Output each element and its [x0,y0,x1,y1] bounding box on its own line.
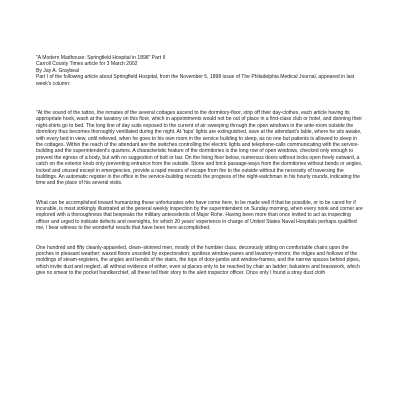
body-paragraph: One hundred and fifty cleanly-appareled, clean–skinned men, mostly of the humbler class, decorously sitting on comfortable chairs upon the porches in pleasant weather; waxed floors unsoiled by expectoration; spotless window-panes and lavatory-mirrors; the ridges and hollows of the moldings of steam-registers, the angles and bends of the stairs, the tops of door-jambs and window-frames, and the narrow spaces behind pipes, which invite dust and neglect, all without evidence of either, even at places only to be reached by chair an ladder; balusters and brasswork, which give no smear to the pocket handkerchief, all these tell their story to the alert inspector officer. Once only I found a stray dust cloth [36,244,361,277]
article-title: "A Modern Madhouse: Springfield Hospital in 1898" Part II [36,55,166,61]
article-header [36,55,366,87]
article-subtitle: Carroll County Times article for 3 March 2002 [36,61,138,68]
article-byline: By Jay A. Graybeal [36,67,79,74]
article-body [36,110,365,289]
article-intro: Part I of the following article about Springfield Hospital, from the November 5, 1898 issue of The Philadelphia Medical Journal, appeared in last week's column: [36,74,355,87]
body-paragraph: What can be accomplished toward humanizing these unfortunates who have come here, to be made well if that be possible, or to be cared for if incurable, is most strikingly illustrated at the general weekly inspection by the superintendent on Sunday morning, when every nook and corner are explored with a thoroughness that bespeaks the military antecedents of Major Rohe. Having been more than once invited to act as inspecting officer and urged to indicate defects and oversights, for which 20 years' experience in charge of United States Naval Hospitals perhaps qualified me, I bear witness to the wonderful results that have been here accomplished. [36,199,363,232]
body-paragraph: "At the sound of the tattoo, the inmates of the several cottages ascend to the dormitory-floor, strip off their day-clothes, each article having its appropriate hook, wash at the lavatory on this floor, which in appointments would not be out of place in a first-class club or hotel, and donning their night-shirts go to bed. The long line of day suits exposed to the current of air sweeping through the open windows in the ante-room outside the dormitory thus becomes thoroughly ventilated during the night. At 'taps' lights are extinguished, save at the attendant's table, where he sits awake, with every bed in view, until relieved, when he goes to his own room in the service building to sleep, as no one but patients is allowed to sleep in the cottages. Within the reach of the attendant are the switches controlling the electric lights and telephone-calls communicating with the service-building and the superintendent's quarters. A characteristic feature of the dormitories is the long row of open windows, checked only enough to prevent the egress of a body, but with no suggestion of bolt or bar. On the living floor below, numerous doors without locks open freely outward, a catch on the exterior knob only preventing entrance from the outside. Stone and brick passage-ways from the dormitories without bends or angles, locked and unused except in emergencies, provide a rapid means of escape from fire to the outside without the necessity of traversing the buildings. An automatic register in the office in the service-building records the progress of the night-watchman in his hourly rounds, indicating the time and the place of his several visits. [36,110,363,187]
